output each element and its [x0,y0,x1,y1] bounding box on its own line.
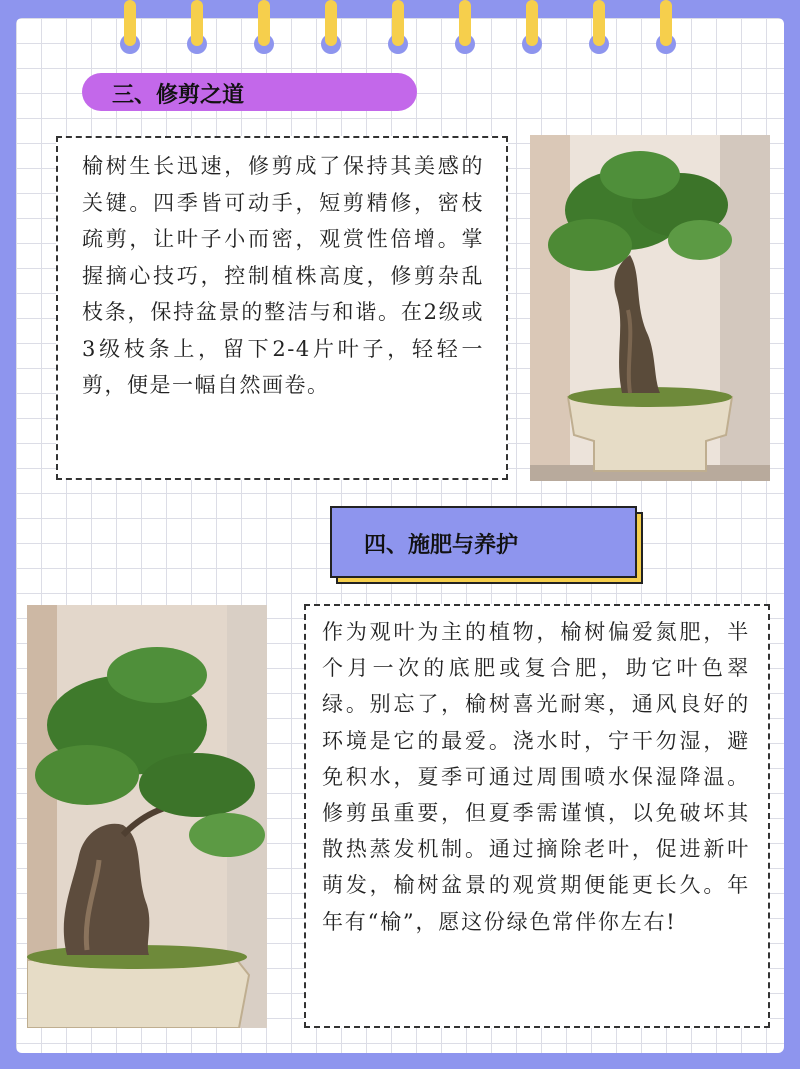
section3-text-box [56,136,508,480]
binder-ring-icon [521,0,543,56]
section4-header [330,506,637,578]
binder-ring-icon [387,0,409,56]
binder-ring-icon [119,0,141,56]
section4-body: 作为观叶为主的植物，榆树偏爱氮肥，半个月一次的底肥或复合肥，助它叶色翠绿。别忘了，榆树喜光耐寒，通风良好的环境是它的最爱。浇水时，宁干勿湿，避免积水，夏季可通过周围喷水保湿降温。修剪虽重要，但夏季需谨慎，以免破坏其散热蒸发机制。通过摘除老叶，促进新叶萌发，榆树盆景的观赏期便能更长久。年年有“榆”，愿这份绿色常伴你左右! [322,620,750,934]
section3-title: 三、修剪之道 [112,83,245,108]
bonsai-photo-top [530,135,770,481]
binder-ring-icon [320,0,342,56]
section4-title: 四、施肥与养护 [364,533,519,558]
bonsai-elm-photo-icon [27,605,267,1028]
binder-ring-icon [588,0,610,56]
section3-header [82,73,417,111]
binder-ring-icon [655,0,677,56]
binder-ring-icon [186,0,208,56]
binder-ring-icon [253,0,275,56]
bonsai-elm-photo-icon [530,135,770,481]
section4-text-box [304,604,770,1028]
bonsai-photo-bottom [27,605,267,1028]
section3-body: 榆树生长迅速，修剪成了保持其美感的关键。四季皆可动手，短剪精修，密枝疏剪，让叶子小而密，观赏性倍增。掌握摘心技巧，控制植株高度，修剪杂乱枝条，保持盆景的整洁与和谐。在2级或3级枝条上，留下2-4片叶子，轻轻一剪，便是一幅自然画卷。 [82,154,484,397]
binder-ring-icon [454,0,476,56]
